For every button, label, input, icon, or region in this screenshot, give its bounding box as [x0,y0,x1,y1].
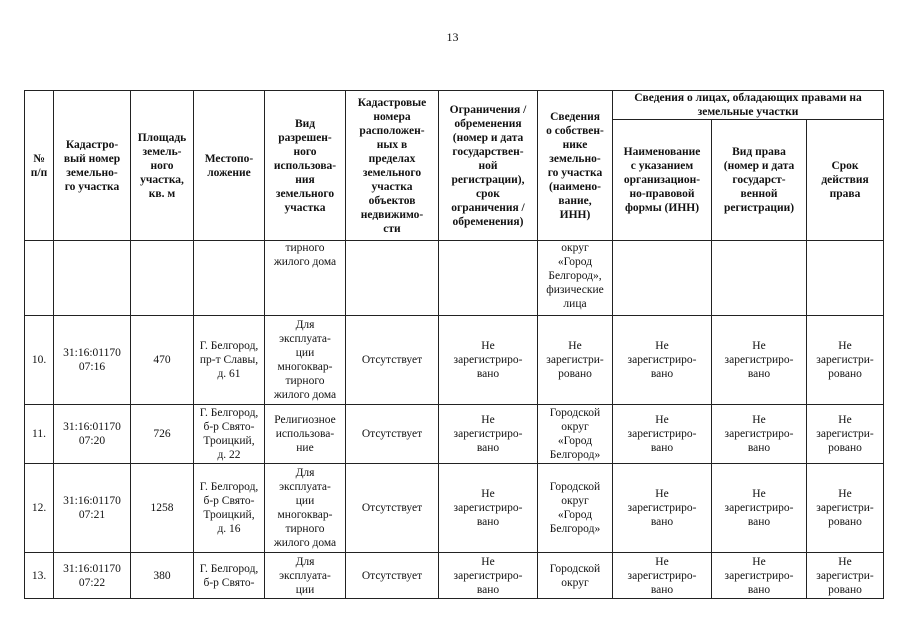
cell-area [131,241,194,316]
cell-cad-numbers: Отсутствует [346,553,439,599]
header-area: Площадь земель- ного участка, кв. м [131,91,194,241]
cell-num: 11. [25,405,54,464]
cell-cad-numbers: Отсутствует [346,316,439,405]
cell-right-type: Не зарегистриро- вано [712,553,807,599]
cell-right-type: Не зарегистриро- вано [712,316,807,405]
cell-org-name: Не зарегистриро- вано [613,405,712,464]
cell-area: 380 [131,553,194,599]
table-row [25,464,884,553]
cell-usage: Для эксплуата- ции многоквар- тирного жилого дома [265,316,346,405]
header-location: Местопо- ложение [194,91,265,241]
cell-owner: Городской округ [538,553,613,599]
cell-restrictions: Не зарегистриро- вано [439,553,538,599]
cell-right-term: Не зарегистри- ровано [807,316,884,405]
header-restrictions: Ограничения / обременения (номер и дата государствен- ной регистрации), срок ограничения / обременения) [439,91,538,241]
cell-location: Г. Белгород, б-р Свято- [194,553,265,599]
cell-usage: тирного жилого дома [265,241,346,316]
cell-location [194,241,265,316]
cell-right-term: Не зарегистри- ровано [807,464,884,553]
header-permitted-use: Вид разрешен- ного использова- ния земельного участка [265,91,346,241]
cell-restrictions: Не зарегистриро- вано [439,405,538,464]
cell-right-type [712,241,807,316]
table-row [25,316,884,405]
cell-num: 12. [25,464,54,553]
table-row [25,241,884,316]
header-cadastral-number: Кадастро- вый номер земельно- го участка [54,91,131,241]
cell-usage: Для эксплуата- ции многоквар- тирного жилого дома [265,464,346,553]
cell-location: Г. Белгород, б-р Свято- Троицкий, д. 16 [194,464,265,553]
cell-location: Г. Белгород, б-р Свято- Троицкий, д. 22 [194,405,265,464]
cell-owner: округ «Город Белгород», физические лица [538,241,613,316]
cell-restrictions: Не зарегистриро- вано [439,316,538,405]
cell-cadastral: 31:16:01170 07:20 [54,405,131,464]
cell-cadastral [54,241,131,316]
land-plots-table [24,90,884,599]
table-row [25,553,884,599]
header-num: № п/п [25,91,54,241]
cell-restrictions [439,241,538,316]
table-row [25,405,884,464]
cell-num [25,241,54,316]
cell-cadastral: 31:16:01170 07:22 [54,553,131,599]
cell-owner: Городской округ «Город Белгород» [538,464,613,553]
cell-usage: Для эксплуата- ции [265,553,346,599]
cell-right-type: Не зарегистриро- вано [712,405,807,464]
cell-area: 1258 [131,464,194,553]
cell-right-term: Не зарегистри- ровано [807,553,884,599]
cell-area: 470 [131,316,194,405]
header-right-type: Вид права (номер и дата государст- венной регистрации) [712,120,807,241]
page-number: 13 [446,30,459,44]
cell-usage: Религиозное использова- ние [265,405,346,464]
cell-cad-numbers: Отсутствует [346,464,439,553]
header-organization-name: Наименование с указанием организацион- но-правовой формы (ИНН) [613,120,712,241]
cell-owner: Городской округ «Город Белгород» [538,405,613,464]
cell-num: 13. [25,553,54,599]
cell-cadastral: 31:16:01170 07:21 [54,464,131,553]
header-owner: Сведения о собствен- нике земельно- го участка (наимено- вание, ИНН) [538,91,613,241]
cell-right-term [807,241,884,316]
header-cadastral-objects: Кадастровые номера расположен- ных в пределах земельного участка объектов недвижимо- сти [346,91,439,241]
cell-right-type: Не зарегистриро- вано [712,464,807,553]
cell-cadastral: 31:16:01170 07:16 [54,316,131,405]
cell-org-name: Не зарегистриро- вано [613,464,712,553]
cell-cad-numbers [346,241,439,316]
cell-location: Г. Белгород, пр-т Славы, д. 61 [194,316,265,405]
cell-area: 726 [131,405,194,464]
cell-restrictions: Не зарегистриро- вано [439,464,538,553]
cell-org-name [613,241,712,316]
cell-right-term: Не зарегистри- ровано [807,405,884,464]
cell-owner: Не зарегистри- ровано [538,316,613,405]
header-rights-holders: Сведения о лицах, обладающих правами на земельные участки [613,91,884,120]
cell-org-name: Не зарегистриро- вано [613,553,712,599]
cell-cad-numbers: Отсутствует [346,405,439,464]
cell-num: 10. [25,316,54,405]
cell-org-name: Не зарегистриро- вано [613,316,712,405]
header-right-term: Срок действия права [807,120,884,241]
